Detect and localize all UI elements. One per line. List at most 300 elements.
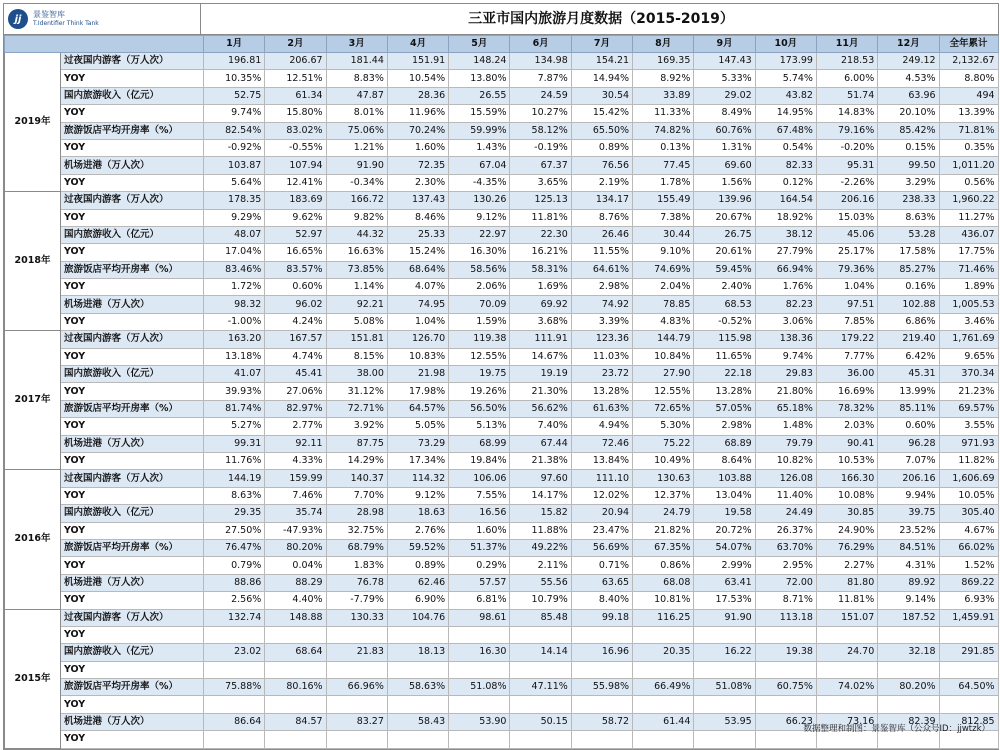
table-cell	[816, 661, 877, 678]
table-cell: 90.41	[816, 435, 877, 452]
table-cell: 72.00	[755, 574, 816, 591]
table-cell: 11.03%	[571, 348, 632, 365]
row-label: YOY	[61, 279, 204, 296]
table-cell: 16.56	[449, 505, 510, 522]
table-cell	[449, 661, 510, 678]
table-cell: 6.00%	[816, 70, 877, 87]
table-cell: 7.38%	[633, 209, 694, 226]
table-cell: 10.53%	[816, 452, 877, 469]
table-cell: 4.83%	[633, 313, 694, 330]
table-cell: 95.31	[816, 157, 877, 174]
row-label: YOY	[61, 522, 204, 539]
table-cell: 80.16%	[265, 679, 326, 696]
table-cell: 22.18	[694, 366, 755, 383]
row-label: 旅游饭店平均开房率（%）	[61, 539, 204, 556]
table-cell: 1.83%	[326, 557, 387, 574]
table-cell: 12.37%	[633, 487, 694, 504]
table-cell: 104.76	[387, 609, 448, 626]
table-cell: 56.69%	[571, 539, 632, 556]
table-cell: 7.77%	[816, 348, 877, 365]
table-cell: 238.33	[878, 192, 939, 209]
row-label: 过夜国内游客（万人次）	[61, 53, 204, 70]
table-cell: 66.49%	[633, 679, 694, 696]
table-cell: 18.92%	[755, 209, 816, 226]
table-cell: 33.89	[633, 87, 694, 104]
table-cell: 0.12%	[755, 174, 816, 191]
table-cell: 17.34%	[387, 452, 448, 469]
table-cell: 45.41	[265, 366, 326, 383]
table-cell	[387, 696, 448, 713]
table-cell	[633, 626, 694, 643]
table-cell: 6.86%	[878, 313, 939, 330]
table-cell	[755, 696, 816, 713]
table-cell: 2.04%	[633, 279, 694, 296]
table-cell: 80.20%	[265, 539, 326, 556]
table-cell: 70.09	[449, 296, 510, 313]
table-cell: 29.83	[755, 366, 816, 383]
table-cell: 206.16	[816, 192, 877, 209]
table-cell: 24.49	[755, 505, 816, 522]
table-cell: 69.60	[694, 157, 755, 174]
table-cell: 31.12%	[326, 383, 387, 400]
row-label: 机场进港（万人次）	[61, 713, 204, 730]
table-row	[5, 418, 999, 435]
table-cell: -0.19%	[510, 139, 571, 156]
table-cell: 44.32	[326, 226, 387, 243]
table-cell	[510, 696, 571, 713]
table-cell: 58.56%	[449, 261, 510, 278]
table-cell: 1.89%	[939, 279, 998, 296]
table-row	[5, 487, 999, 504]
table-cell: 82.97%	[265, 400, 326, 417]
table-cell	[204, 696, 265, 713]
table-cell: 155.49	[633, 192, 694, 209]
table-cell: 16.22	[694, 644, 755, 661]
table-cell: 12.41%	[265, 174, 326, 191]
table-row	[5, 296, 999, 313]
table-cell	[449, 696, 510, 713]
column-header: 1月	[204, 36, 265, 53]
table-cell: 291.85	[939, 644, 998, 661]
table-cell: 14.67%	[510, 348, 571, 365]
table-row	[5, 105, 999, 122]
table-cell: 2.30%	[387, 174, 448, 191]
table-cell: 7.07%	[878, 452, 939, 469]
table-cell: 22.97	[449, 226, 510, 243]
table-cell: 5.05%	[387, 418, 448, 435]
table-cell: 9.74%	[204, 105, 265, 122]
table-cell: 76.47%	[204, 539, 265, 556]
table-cell	[510, 626, 571, 643]
table-cell: 5.08%	[326, 313, 387, 330]
table-cell	[510, 731, 571, 748]
table-cell: 55.56	[510, 574, 571, 591]
table-cell: 12.51%	[265, 70, 326, 87]
table-cell: 60.75%	[755, 679, 816, 696]
table-cell: 58.31%	[510, 261, 571, 278]
table-cell: 14.95%	[755, 105, 816, 122]
table-cell: 91.90	[694, 609, 755, 626]
table-cell: 64.50%	[939, 679, 998, 696]
table-cell: 196.81	[204, 53, 265, 70]
table-cell: 179.22	[816, 331, 877, 348]
table-cell: 1.31%	[694, 139, 755, 156]
table-cell: 134.17	[571, 192, 632, 209]
table-cell: 83.02%	[265, 122, 326, 139]
table-cell: 16.69%	[816, 383, 877, 400]
table-cell: 178.35	[204, 192, 265, 209]
table-cell: 26.55	[449, 87, 510, 104]
table-cell: 74.69%	[633, 261, 694, 278]
table-cell: 27.50%	[204, 522, 265, 539]
table-cell: 114.32	[387, 470, 448, 487]
table-cell: 1,960.22	[939, 192, 998, 209]
table-row	[5, 522, 999, 539]
table-cell: 97.51	[816, 296, 877, 313]
table-cell: 2.27%	[816, 557, 877, 574]
table-cell: 21.30%	[510, 383, 571, 400]
table-cell: 74.95	[387, 296, 448, 313]
table-cell: 64.57%	[387, 400, 448, 417]
title-bar	[4, 4, 998, 35]
table-cell: 4.53%	[878, 70, 939, 87]
table-cell: 169.35	[633, 53, 694, 70]
table-cell: 10.83%	[387, 348, 448, 365]
table-cell: 21.98	[387, 366, 448, 383]
table-row	[5, 139, 999, 156]
table-cell: 971.93	[939, 435, 998, 452]
row-label: 国内旅游收入（亿元）	[61, 87, 204, 104]
table-cell: 0.60%	[265, 279, 326, 296]
divider	[200, 4, 201, 34]
table-cell: 36.00	[816, 366, 877, 383]
table-cell: 82.23	[755, 296, 816, 313]
table-cell: 45.06	[816, 226, 877, 243]
table-cell: 21.38%	[510, 452, 571, 469]
table-cell: 24.79	[633, 505, 694, 522]
table-cell: 3.39%	[571, 313, 632, 330]
column-header: 9月	[694, 36, 755, 53]
table-cell: 25.17%	[816, 244, 877, 261]
table-cell: 11.65%	[694, 348, 755, 365]
table-cell: 91.90	[326, 157, 387, 174]
table-cell: 66.02%	[939, 539, 998, 556]
table-cell	[816, 696, 877, 713]
table-cell: 66.94%	[755, 261, 816, 278]
table-row	[5, 592, 999, 609]
table-cell: 39.93%	[204, 383, 265, 400]
table-cell: 16.96	[571, 644, 632, 661]
table-cell: 28.98	[326, 505, 387, 522]
table-cell: 45.31	[878, 366, 939, 383]
table-cell: 30.54	[571, 87, 632, 104]
row-label: 国内旅游收入（亿元）	[61, 505, 204, 522]
row-label: YOY	[61, 661, 204, 678]
data-table	[4, 35, 999, 749]
table-cell: 53.95	[694, 713, 755, 730]
table-cell: 3.55%	[939, 418, 998, 435]
column-header: 2月	[265, 36, 326, 53]
table-cell: 4.07%	[387, 279, 448, 296]
table-cell: 0.89%	[387, 557, 448, 574]
table-cell: 11.88%	[510, 522, 571, 539]
table-cell: 16.63%	[326, 244, 387, 261]
table-cell: 20.35	[633, 644, 694, 661]
table-cell: 13.99%	[878, 383, 939, 400]
table-cell: 2.77%	[265, 418, 326, 435]
table-cell	[387, 626, 448, 643]
table-cell: 2.06%	[449, 279, 510, 296]
table-cell: 11.81%	[816, 592, 877, 609]
table-cell: 54.07%	[694, 539, 755, 556]
table-cell: 119.38	[449, 331, 510, 348]
table-cell: 21.82%	[633, 522, 694, 539]
table-cell: 4.31%	[878, 557, 939, 574]
table-cell: 5.74%	[755, 70, 816, 87]
table-cell: 60.76%	[694, 122, 755, 139]
table-cell: 75.06%	[326, 122, 387, 139]
table-cell: -1.00%	[204, 313, 265, 330]
table-cell: 13.04%	[694, 487, 755, 504]
table-cell: 76.29%	[816, 539, 877, 556]
table-cell: 67.48%	[755, 122, 816, 139]
table-row	[5, 313, 999, 330]
table-cell: 137.43	[387, 192, 448, 209]
table-cell: 2.99%	[694, 557, 755, 574]
table-cell: 123.36	[571, 331, 632, 348]
table-row	[5, 574, 999, 591]
table-cell: 12.02%	[571, 487, 632, 504]
table-cell: 6.90%	[387, 592, 448, 609]
table-cell: 83.27	[326, 713, 387, 730]
table-cell: 74.82%	[633, 122, 694, 139]
table-cell: 163.20	[204, 331, 265, 348]
table-cell: 1.76%	[755, 279, 816, 296]
table-cell: 8.01%	[326, 105, 387, 122]
table-cell: 87.75	[326, 435, 387, 452]
table-cell: 148.24	[449, 53, 510, 70]
table-cell: 25.33	[387, 226, 448, 243]
header-cell-blank	[5, 36, 204, 53]
table-cell: 47.11%	[510, 679, 571, 696]
table-cell: 97.60	[510, 470, 571, 487]
table-cell: 9.94%	[878, 487, 939, 504]
table-cell: 1,011.20	[939, 157, 998, 174]
row-label: YOY	[61, 418, 204, 435]
table-cell: 58.43	[387, 713, 448, 730]
table-cell: 164.54	[755, 192, 816, 209]
logo-icon: jj	[8, 9, 28, 29]
header-row	[5, 36, 999, 53]
table-cell: 0.86%	[633, 557, 694, 574]
table-cell: 65.50%	[571, 122, 632, 139]
logo-name-cn: 景鉴智库	[33, 10, 65, 19]
table-cell: 67.04	[449, 157, 510, 174]
table-cell: 1.59%	[449, 313, 510, 330]
table-cell: 72.46	[571, 435, 632, 452]
table-cell: 20.10%	[878, 105, 939, 122]
table-cell: 83.46%	[204, 261, 265, 278]
table-cell: 159.99	[265, 470, 326, 487]
table-row	[5, 644, 999, 661]
row-label: 旅游饭店平均开房率（%）	[61, 679, 204, 696]
table-cell: 103.87	[204, 157, 265, 174]
table-cell: 63.70%	[755, 539, 816, 556]
table-cell: 7.87%	[510, 70, 571, 87]
table-cell	[265, 731, 326, 748]
column-header: 4月	[387, 36, 448, 53]
table-cell: 56.50%	[449, 400, 510, 417]
row-label: YOY	[61, 696, 204, 713]
table-row	[5, 331, 999, 348]
table-cell: 57.57	[449, 574, 510, 591]
table-row	[5, 174, 999, 191]
table-cell	[755, 626, 816, 643]
table-cell: 20.72%	[694, 522, 755, 539]
table-cell: 4.74%	[265, 348, 326, 365]
table-cell: 81.74%	[204, 400, 265, 417]
table-cell: 14.94%	[571, 70, 632, 87]
table-row	[5, 452, 999, 469]
table-cell: 8.76%	[571, 209, 632, 226]
table-cell: 67.37	[510, 157, 571, 174]
table-cell: 66.96%	[326, 679, 387, 696]
table-cell: 65.18%	[755, 400, 816, 417]
table-cell: 79.79	[755, 435, 816, 452]
column-header: 3月	[326, 36, 387, 53]
table-cell	[571, 731, 632, 748]
table-cell: 17.98%	[387, 383, 448, 400]
table-cell: 20.67%	[694, 209, 755, 226]
table-cell: 15.24%	[387, 244, 448, 261]
table-cell: 9.12%	[387, 487, 448, 504]
table-cell: 1.21%	[326, 139, 387, 156]
table-cell: 2.19%	[571, 174, 632, 191]
table-cell: 75.88%	[204, 679, 265, 696]
table-cell: 0.04%	[265, 557, 326, 574]
table-cell: 206.67	[265, 53, 326, 70]
table-cell: 23.47%	[571, 522, 632, 539]
table-cell: 6.81%	[449, 592, 510, 609]
table-cell: 76.56	[571, 157, 632, 174]
table-cell: 82.33	[755, 157, 816, 174]
table-cell: 32.18	[878, 644, 939, 661]
table-cell: 173.99	[755, 53, 816, 70]
table-row	[5, 53, 999, 70]
table-cell: 73.85%	[326, 261, 387, 278]
table-cell: 69.57%	[939, 400, 998, 417]
table-cell: 39.75	[878, 505, 939, 522]
table-cell: 166.72	[326, 192, 387, 209]
row-label: YOY	[61, 487, 204, 504]
table-cell: 305.40	[939, 505, 998, 522]
table-cell: 4.67%	[939, 522, 998, 539]
table-cell: 107.94	[265, 157, 326, 174]
table-cell: 51.74	[816, 87, 877, 104]
row-label: YOY	[61, 626, 204, 643]
table-cell: 4.40%	[265, 592, 326, 609]
table-row	[5, 435, 999, 452]
table-cell: 75.22	[633, 435, 694, 452]
table-cell: 12.55%	[449, 348, 510, 365]
table-cell: 9.12%	[449, 209, 510, 226]
table-cell: 99.50	[878, 157, 939, 174]
table-cell: 77.45	[633, 157, 694, 174]
table-cell: -0.20%	[816, 139, 877, 156]
table-cell: 59.52%	[387, 539, 448, 556]
table-cell: 5.13%	[449, 418, 510, 435]
column-header: 10月	[755, 36, 816, 53]
table-cell: 140.37	[326, 470, 387, 487]
table-cell: 3.92%	[326, 418, 387, 435]
table-cell: -2.26%	[816, 174, 877, 191]
table-cell: 9.10%	[633, 244, 694, 261]
table-cell: 61.63%	[571, 400, 632, 417]
table-cell: 8.40%	[571, 592, 632, 609]
table-cell: 27.06%	[265, 383, 326, 400]
table-cell: 96.02	[265, 296, 326, 313]
table-cell: 14.29%	[326, 452, 387, 469]
year-label: 2017年	[5, 331, 61, 470]
table-cell: 62.46	[387, 574, 448, 591]
row-label: 国内旅游收入（亿元）	[61, 226, 204, 243]
table-cell: 85.11%	[878, 400, 939, 417]
table-row	[5, 470, 999, 487]
table-cell: 27.90	[633, 366, 694, 383]
table-cell: 88.86	[204, 574, 265, 591]
table-cell: 2.76%	[387, 522, 448, 539]
table-cell	[510, 661, 571, 678]
table-cell: 1.04%	[816, 279, 877, 296]
table-row	[5, 122, 999, 139]
row-label: 机场进港（万人次）	[61, 296, 204, 313]
table-cell: 8.64%	[694, 452, 755, 469]
table-cell: 58.72	[571, 713, 632, 730]
table-cell: 78.85	[633, 296, 694, 313]
table-cell: 0.54%	[755, 139, 816, 156]
table-cell	[878, 696, 939, 713]
table-cell: 24.90%	[816, 522, 877, 539]
table-cell: 370.34	[939, 366, 998, 383]
table-cell: 15.82	[510, 505, 571, 522]
table-cell: 19.75	[449, 366, 510, 383]
logo	[8, 8, 198, 30]
table-row	[5, 279, 999, 296]
table-cell: 16.30%	[449, 244, 510, 261]
table-cell: 206.16	[878, 470, 939, 487]
table-cell: 48.07	[204, 226, 265, 243]
table-cell: 11.96%	[387, 105, 448, 122]
table-cell: 17.75%	[939, 244, 998, 261]
table-cell	[449, 626, 510, 643]
table-row	[5, 383, 999, 400]
report-sheet	[3, 3, 999, 750]
table-cell: 23.52%	[878, 522, 939, 539]
table-cell: 4.24%	[265, 313, 326, 330]
table-cell: 43.82	[755, 87, 816, 104]
table-cell: 51.37%	[449, 539, 510, 556]
table-cell: 14.14	[510, 644, 571, 661]
table-cell: 52.75	[204, 87, 265, 104]
table-cell	[265, 626, 326, 643]
table-cell: 7.40%	[510, 418, 571, 435]
table-cell: 9.65%	[939, 348, 998, 365]
table-cell: 3.65%	[510, 174, 571, 191]
table-cell: 68.08	[633, 574, 694, 591]
table-cell: -7.79%	[326, 592, 387, 609]
table-cell: 78.32%	[816, 400, 877, 417]
table-cell: 8.15%	[326, 348, 387, 365]
